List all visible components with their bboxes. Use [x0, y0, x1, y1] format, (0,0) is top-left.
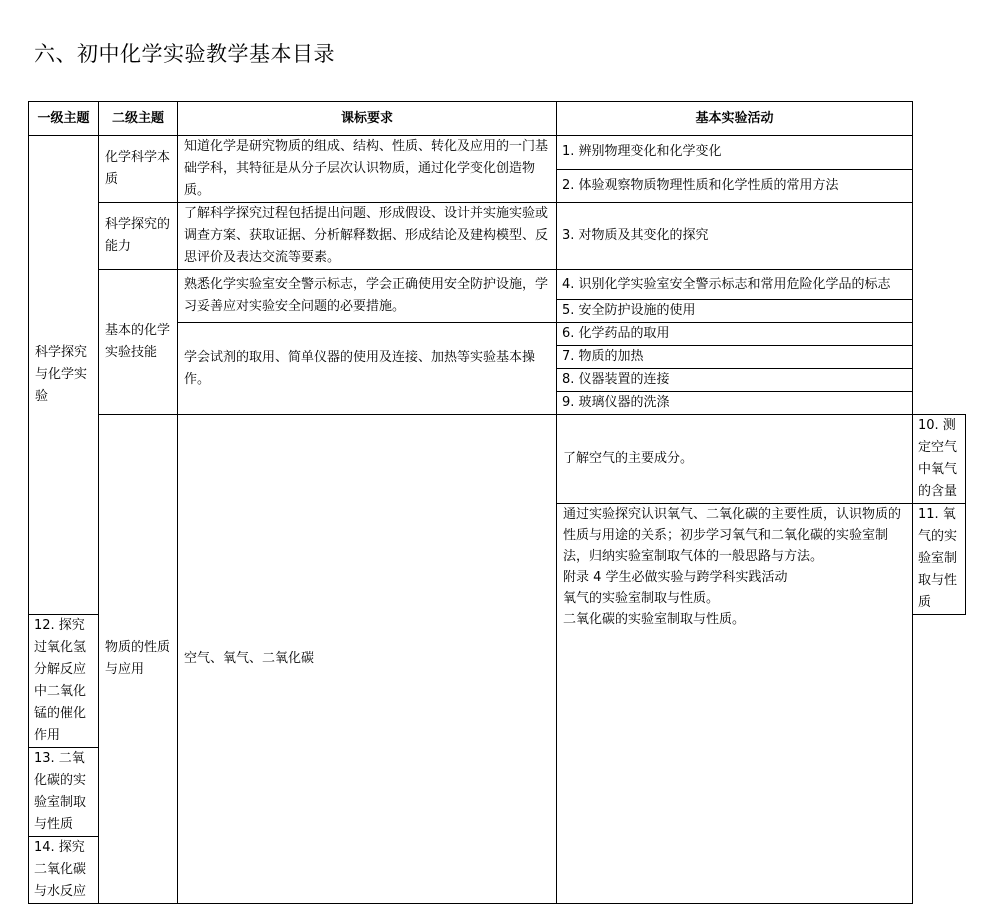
activity-7: 7. 物质的加热: [557, 346, 913, 369]
page-title: 六、初中化学实验教学基本目录: [34, 42, 335, 66]
activity-5: 5. 安全防护设施的使用: [557, 300, 913, 323]
activity-4: 4. 识别化学实验室安全警示标志和常用危险化学品的标志: [557, 270, 913, 300]
level2-air-oxygen-co2: 空气、氧气、二氧化碳: [178, 415, 557, 904]
requirement-gases-note1: 附录 4 学生必做实验与跨学科实践活动: [563, 570, 788, 585]
activity-14: 14. 探究二氧化碳与水反应: [29, 837, 99, 904]
table-row: [29, 136, 966, 170]
requirement-gases-note2: 氧气的实验室制取与性质。: [563, 591, 720, 606]
activity-9: 9. 玻璃仪器的洗涤: [557, 392, 913, 415]
requirement-operations: 学会试剂的取用、简单仪器的使用及连接、加热等实验基本操作。: [178, 323, 557, 415]
header-level2: 二级主题: [99, 102, 178, 136]
requirement-gases: [557, 504, 913, 904]
activity-2: 2. 体验观察物质物理性质和化学性质的常用方法: [557, 169, 913, 203]
level2-chem-nature: 化学科学本质: [99, 136, 178, 203]
table-row: [29, 270, 966, 300]
requirement-gases-note3: 二氧化碳的实验室制取与性质。: [563, 612, 746, 627]
activity-10: 10. 测定空气中氧气的含量: [913, 415, 966, 504]
activity-6: 6. 化学药品的取用: [557, 323, 913, 346]
table-row: [29, 203, 966, 270]
activity-3: 3. 对物质及其变化的探究: [557, 203, 913, 270]
table-header-row: [29, 102, 966, 136]
requirement-air: 了解空气的主要成分。: [557, 415, 913, 504]
level1-properties: 物质的性质与应用: [99, 415, 178, 904]
activity-8: 8. 仪器装置的连接: [557, 369, 913, 392]
requirement-gases-main: 通过实验探究认识氧气、二氧化碳的主要性质，认识物质的性质与用途的关系；初步学习氧气和二氧化碳的实验室制法，归纳实验室制取气体的一般思路与方法。: [563, 507, 902, 564]
header-level1: 一级主题: [29, 102, 99, 136]
requirement-safety: 熟悉化学实验室安全警示标志，学会正确使用安全防护设施，学习妥善应对实验安全问题的必要措施。: [178, 270, 557, 323]
activity-1: 1. 辨别物理变化和化学变化: [557, 136, 913, 170]
activity-11: 11. 氧气的实验室制取与性质: [913, 504, 966, 615]
level1-science-inquiry: 科学探究与化学实验: [29, 136, 99, 615]
experiment-catalog-table: [28, 101, 966, 904]
activity-13: 13. 二氧化碳的实验室制取与性质: [29, 748, 99, 837]
level2-inquiry-ability: 科学探究的能力: [99, 203, 178, 270]
activity-12: 12. 探究过氧化氢分解反应中二氧化锰的催化作用: [29, 615, 99, 748]
requirement-chem-nature: 知道化学是研究物质的组成、结构、性质、转化及应用的一门基础学科，其特征是从分子层次认识物质，通过化学变化创造物质。: [178, 136, 557, 203]
table-row: [29, 415, 966, 504]
header-activity: 基本实验活动: [557, 102, 913, 136]
level2-basic-skills: 基本的化学实验技能: [99, 270, 178, 415]
requirement-inquiry-ability: 了解科学探究过程包括提出问题、形成假设、设计并实施实验或调查方案、获取证据、分析解释数据、形成结论及建构模型、反思评价及表达交流等要素。: [178, 203, 557, 270]
header-requirement: 课标要求: [178, 102, 557, 136]
